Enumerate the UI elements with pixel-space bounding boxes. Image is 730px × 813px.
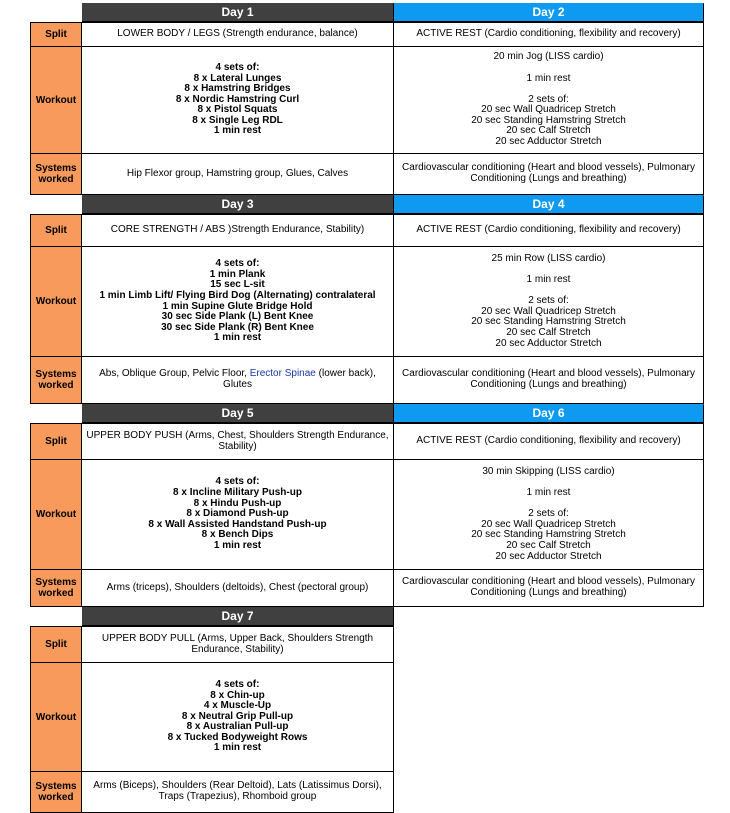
day-7-workout — [82, 663, 394, 772]
workout-line: 25 min Row (LISS cardio) — [491, 252, 606, 264]
split-label: Split — [30, 22, 82, 47]
day-3-workout-lines — [99, 259, 375, 344]
day-2-workout — [394, 47, 704, 154]
workout-line: 8 x Tucked Bodyweight Rows — [167, 731, 308, 743]
day-3-split: CORE STRENGTH / ABS )Strength Endurance, Stability) — [82, 214, 394, 247]
split-label: Split — [30, 423, 82, 460]
header-spacer — [30, 607, 82, 626]
workout-line: 20 sec Calf Stretch — [506, 125, 591, 137]
day-1-split: LOWER BODY / LEGS (Strength endurance, balance) — [82, 22, 394, 47]
workout-line: 8 x Diamond Push-up — [186, 508, 289, 520]
workout-line: 20 sec Calf Stretch — [506, 539, 591, 551]
workout-line: 1 min Plank — [209, 268, 266, 280]
workout-line: 4 sets of: — [215, 61, 260, 73]
workout-line: 2 sets of: — [528, 295, 569, 307]
day-2-workout-lines — [471, 52, 626, 147]
workout-line: 20 min Jog (LISS cardio) — [493, 51, 604, 63]
workout-line: 20 sec Standing Hamstring Stretch — [471, 114, 626, 126]
workout-line: 8 x Single Leg RDL — [192, 114, 283, 126]
header-spacer — [30, 195, 82, 214]
workout-label: Workout — [30, 460, 82, 570]
erector-spinae-highlight: Erector Spinae — [249, 368, 316, 380]
day-4-systems: Cardiovascular conditioning (Heart and blood vessels), Pulmonary Conditioning (Lungs and breathing) — [394, 357, 704, 404]
workout-line: 2 sets of: — [528, 508, 569, 520]
workout-line: 8 x Wall Assisted Handstand Push-up — [148, 518, 327, 530]
workout-line: 8 x Hindu Push-up — [193, 497, 282, 509]
day-3-systems-part: Abs, Oblique Group, Pelvic Floor, — [99, 368, 250, 380]
workout-line: 8 x Hamstring Bridges — [184, 83, 291, 95]
day-3-systems — [82, 357, 394, 404]
day-2-header: Day 2 — [394, 3, 704, 22]
workout-line: 1 min rest — [526, 487, 571, 499]
workout-line: 4 sets of: — [215, 476, 260, 488]
workout-line: 20 sec Calf Stretch — [506, 326, 591, 338]
workout-line: 8 x Bench Dips — [201, 529, 274, 541]
workout-line: 8 x Neutral Grip Pull-up — [181, 710, 294, 722]
empty-cell — [394, 772, 704, 813]
systems-label: Systems worked — [30, 154, 82, 195]
day-3-systems-text — [86, 369, 389, 390]
workout-line: 1 min rest — [213, 539, 262, 551]
day-1-workout — [82, 47, 394, 154]
workout-label: Workout — [30, 47, 82, 154]
workout-line: 8 x Australian Pull-up — [186, 721, 289, 733]
empty-cell — [394, 663, 704, 772]
workout-line: 8 x Chin-up — [210, 689, 265, 701]
day-5-workout-lines — [148, 477, 326, 551]
day-3-workout — [82, 247, 394, 357]
workout-line: 30 sec Side Plank (L) Bent Knee — [161, 311, 314, 323]
day-5-header: Day 5 — [82, 404, 394, 423]
systems-label: Systems worked — [30, 772, 82, 813]
workout-line: 8 x Nordic Hamstring Curl — [175, 93, 300, 105]
day-5-systems: Arms (triceps), Shoulders (deltoids), Chest (pectoral group) — [82, 570, 394, 607]
workout-line: 20 sec Wall Quadricep Stretch — [481, 305, 616, 317]
workout-line: 1 min rest — [526, 72, 571, 84]
day-7-workout-lines — [168, 680, 308, 754]
workout-line: 4 sets of: — [215, 258, 260, 270]
split-label: Split — [30, 626, 82, 663]
workout-line: 15 sec L-sit — [210, 279, 265, 291]
workout-line: 20 sec Adductor Stretch — [495, 337, 602, 349]
workout-line: 1 min rest — [213, 742, 262, 754]
workout-line: 20 sec Standing Hamstring Stretch — [471, 316, 626, 328]
empty-cell — [394, 626, 704, 663]
workout-line: 1 min rest — [213, 125, 262, 137]
workout-label: Workout — [30, 247, 82, 357]
workout-line: 30 sec Side Plank (R) Bent Knee — [161, 321, 314, 333]
workout-line: 8 x Pistol Squats — [197, 104, 278, 116]
workout-line: 20 sec Standing Hamstring Stretch — [471, 529, 626, 541]
day-1-header: Day 1 — [82, 3, 394, 22]
day-1-systems: Hip Flexor group, Hamstring group, Glues, Calves — [82, 154, 394, 195]
workout-line: 20 sec Wall Quadricep Stretch — [481, 518, 616, 530]
workout-line: 1 min rest — [213, 332, 262, 344]
workout-line: 20 sec Adductor Stretch — [495, 550, 602, 562]
workout-line: 2 sets of: — [528, 93, 569, 105]
empty-cell — [394, 607, 704, 626]
workout-line: 1 min Limb Lift/ Flying Bird Dog (Alternating) contralateral — [99, 289, 376, 301]
day-7-systems: Arms (Biceps), Shoulders (Rear Deltoid), Lats (Latissimus Dorsi), Traps (Trapezius), Rhomboid group — [82, 772, 394, 813]
day-6-workout — [394, 460, 704, 570]
day-2-split: ACTIVE REST (Cardio conditioning, flexibility and recovery) — [394, 22, 704, 47]
day-2-systems: Cardiovascular conditioning (Heart and blood vessels), Pulmonary Conditioning (Lungs and breathing) — [394, 154, 704, 195]
day-7-split: UPPER BODY PULL (Arms, Upper Back, Shoulders Strength Endurance, Stability) — [82, 626, 394, 663]
systems-label: Systems worked — [30, 357, 82, 404]
day-1-workout-lines — [176, 63, 299, 137]
systems-label: Systems worked — [30, 570, 82, 607]
day-5-split: UPPER BODY PUSH (Arms, Chest, Shoulders Strength Endurance, Stability) — [82, 423, 394, 460]
workout-line: 8 x Incline Military Push-up — [173, 487, 302, 499]
workout-line: 4 sets of: — [215, 678, 260, 690]
day-5-workout — [82, 460, 394, 570]
day-3-header: Day 3 — [82, 195, 394, 214]
workout-schedule-table — [30, 3, 704, 813]
workout-line: 20 sec Wall Quadricep Stretch — [481, 104, 616, 116]
workout-line: 4 x Muscle-Up — [203, 700, 272, 712]
day-4-workout — [394, 247, 704, 357]
workout-line: 30 min Skipping (LISS cardio) — [482, 465, 615, 477]
day-7-header: Day 7 — [82, 607, 394, 626]
day-4-split: ACTIVE REST (Cardio conditioning, flexibility and recovery) — [394, 214, 704, 247]
day-3-systems-part: (lower back), Glutes — [223, 368, 376, 390]
day-6-workout-lines — [471, 467, 626, 562]
header-spacer — [30, 404, 82, 423]
day-4-header: Day 4 — [394, 195, 704, 214]
workout-label: Workout — [30, 663, 82, 772]
workout-line: 1 min Supine Glute Bridge Hold — [162, 300, 313, 312]
day-6-header: Day 6 — [394, 404, 704, 423]
split-label: Split — [30, 214, 82, 247]
header-spacer — [30, 3, 82, 22]
workout-line: 20 sec Adductor Stretch — [495, 136, 602, 148]
day-6-split: ACTIVE REST (Cardio conditioning, flexibility and recovery) — [394, 423, 704, 460]
day-4-workout-lines — [471, 254, 626, 349]
workout-line: 8 x Lateral Lunges — [193, 72, 282, 84]
day-6-systems: Cardiovascular conditioning (Heart and blood vessels), Pulmonary Conditioning (Lungs and breathing) — [394, 570, 704, 607]
workout-line: 1 min rest — [526, 274, 571, 286]
